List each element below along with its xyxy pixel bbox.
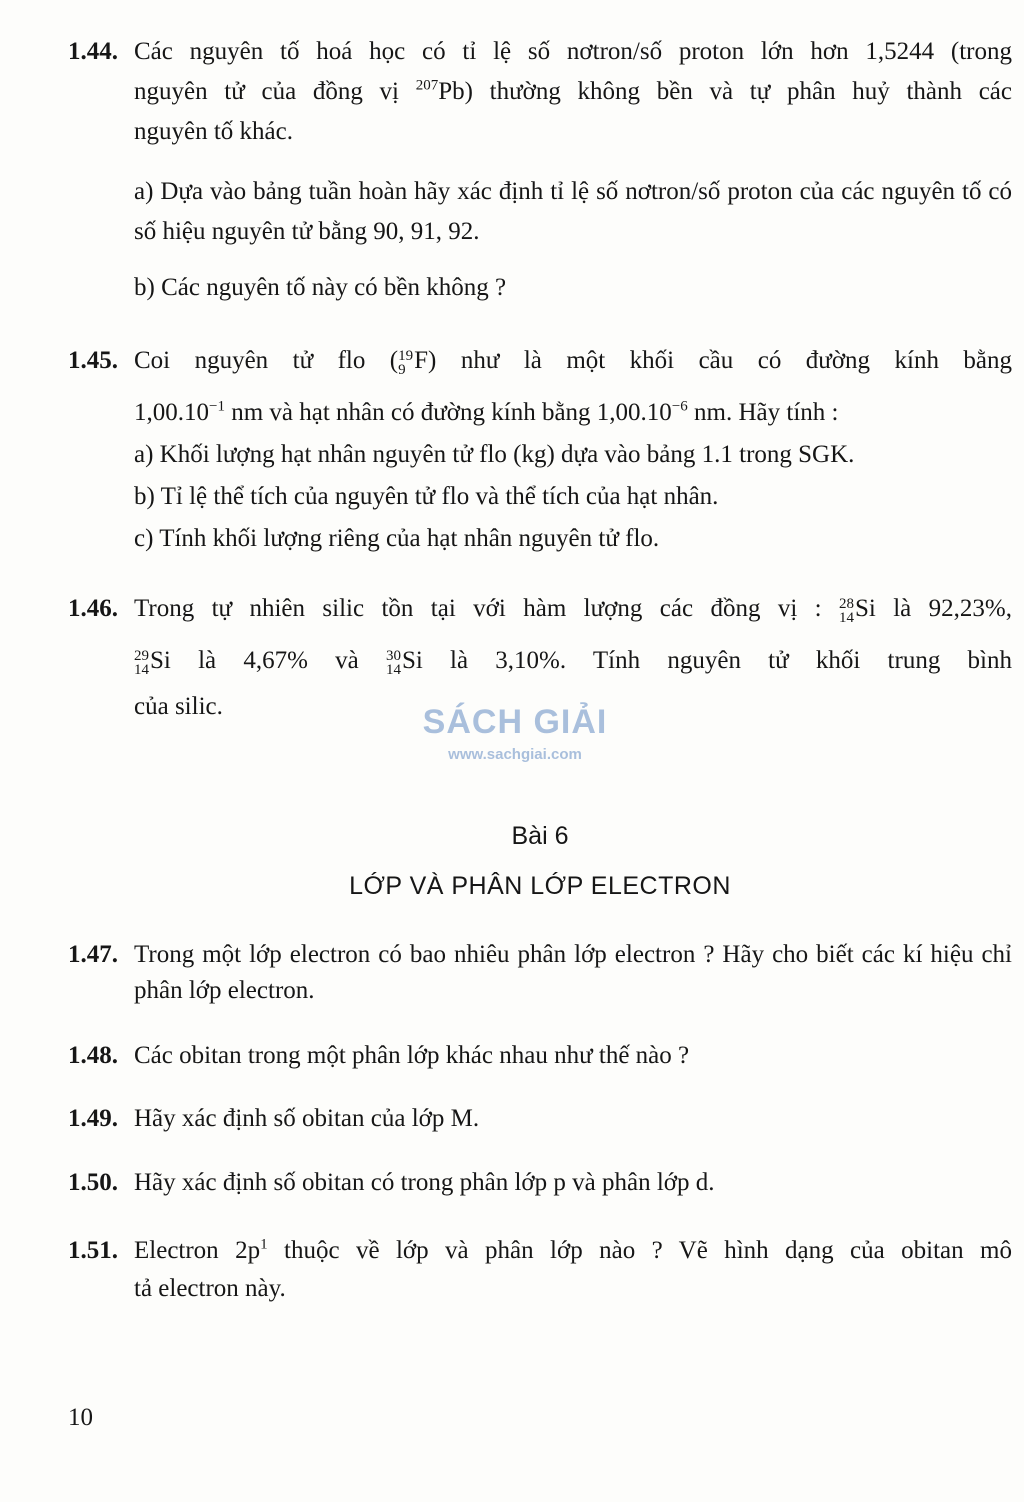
problem-1-47 xyxy=(68,937,1012,1009)
lesson-number: Bài 6 xyxy=(511,822,569,850)
problem-text-line: Trong tự nhiên silic tồn tại với hàm lượng các đồng vị : 28 14 Si là 92,23%, xyxy=(134,595,1012,626)
lesson-title: LỚP VÀ PHÂN LỚP ELECTRON xyxy=(349,872,731,900)
problem-text: Các obitan trong một phân lớp khác nhau như thế nào ? xyxy=(134,1042,690,1069)
problem-1-50 xyxy=(68,1163,1012,1203)
problem-text-line: tả electron này. xyxy=(134,1275,286,1302)
problem-text-line: nguyên tố khác. xyxy=(134,118,293,145)
problem-text-line: Coi nguyên tử flo ( 19 9 F) như là một khối cầu có đường kính bằng xyxy=(134,347,1012,378)
subquestion-1-45-a: a) Khối lượng hạt nhân nguyên tử flo (kg) dựa vào bảng 1.1 trong SGK. xyxy=(134,441,855,468)
problem-number: 1.50. xyxy=(68,1169,118,1196)
problem-number: 1.44. xyxy=(68,38,118,65)
subquestions-1-45 xyxy=(134,434,1012,560)
watermark-url: www.sachgiai.com xyxy=(448,746,582,763)
problem-text-line: $1,00.10^{-1}$ nm và hạt nhân có đường kính bằng $1,00.10^{-6}$ nm. Hãy tính : xyxy=(134,398,839,426)
subquestion-1-45-c: c) Tính khối lượng riêng của hạt nhân nguyên tử flo. xyxy=(134,525,660,552)
problem-1-51 xyxy=(68,1232,1012,1308)
problem-number: 1.45. xyxy=(68,347,118,374)
problem-text-line: Các nguyên tố hoá học có tỉ lệ số nơtron/số proton lớn hơn 1,5244 (trong xyxy=(134,38,1012,65)
problem-number: 1.46. xyxy=(68,595,118,622)
problem-number: 1.48. xyxy=(68,1042,118,1069)
problem-number: 1.49. xyxy=(68,1105,118,1132)
problem-1-49 xyxy=(68,1099,1012,1139)
silicon-30-notation: 30 14 xyxy=(385,648,401,678)
problem-1-48 xyxy=(68,1036,1012,1076)
problem-text: Hãy xác định số obitan của lớp M. xyxy=(134,1105,480,1132)
subquestion-1-45-b: b) Tỉ lệ thể tích của nguyên tử flo và thể tích của hạt nhân. xyxy=(134,483,719,510)
problem-text-line: Electron $2p^1$ thuộc về lớp và phân lớp nào ? Vẽ hình dạng của obitan mô xyxy=(134,1236,1012,1264)
problem-number: 1.47. xyxy=(68,941,118,968)
problem-text-line: nguyên tử của đồng vị $^{207}$Pb) thường không bền và tự phân huỷ thành các xyxy=(134,77,1013,105)
silicon-28-notation: 28 14 xyxy=(839,596,854,626)
page-number: 10 xyxy=(68,1404,93,1431)
problem-1-45 xyxy=(68,335,1012,439)
problem-1-44 xyxy=(68,32,1012,152)
problem-text: Trong một lớp electron có bao nhiêu phân lớp electron ? Hãy cho biết các kí hiệu chỉ phân lớp electron. xyxy=(134,941,1012,1004)
fluorine-isotope-notation: 19 9 xyxy=(398,348,414,378)
watermark-logo: SÁCH GIẢI xyxy=(422,703,608,741)
subquestion-1-44-a: a) Dựa vào bảng tuần hoàn hãy xác định tỉ lệ số nơtron/số proton của các nguyên tố có số hiệu nguyên tử bằng 90, 91, 92. xyxy=(134,178,1012,245)
isotope-mass: 207 xyxy=(415,77,439,94)
silicon-29-notation: 29 14 xyxy=(134,648,149,678)
problem-text: Hãy xác định số obitan có trong phân lớp p và phân lớp d. xyxy=(134,1169,715,1196)
watermark xyxy=(410,703,620,763)
subquestion-1-44-b: b) Các nguyên tố này có bền không ? xyxy=(134,274,507,301)
problem-text-line: 29 14 Si là 4,67% và 30 14 Si là 3,10%. Tính nguyên tử khối trung bình xyxy=(134,647,1012,678)
problem-number: 1.51. xyxy=(68,1237,118,1264)
problem-text-line: của silic. xyxy=(134,693,223,720)
